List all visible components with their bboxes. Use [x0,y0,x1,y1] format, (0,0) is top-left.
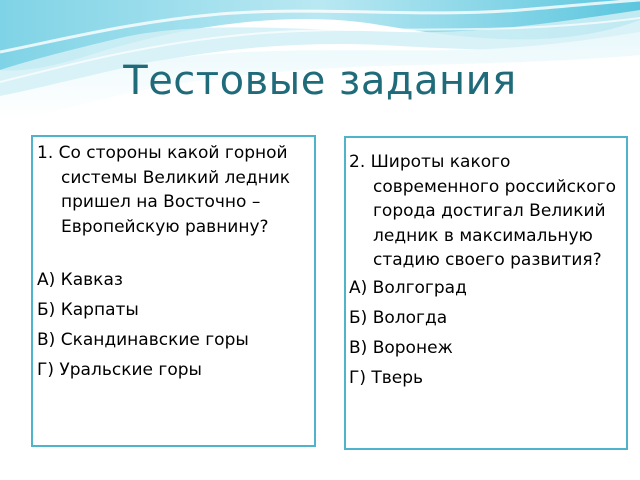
answer-option: Г) Тверь [349,367,424,388]
slide-title: Тестовые задания [123,58,517,104]
question-2-answers [349,273,624,393]
answer-option: Б) Вологда [349,307,448,328]
question-2-text: 2. Широты какого современного российского города достигал Великий ледник в максимальную стадию своего развития? [349,152,616,270]
answer-option: А) Волгоград [349,277,467,298]
answer-option: Б) Карпаты [37,300,139,320]
question-1-answers [37,265,312,385]
answer-option: А) Кавказ [37,270,123,290]
question-card-2 [344,136,628,450]
question-1-text: 1. Со стороны какой горной системы Великий ледник пришел на Восточно – Европейскую равнину? [37,143,291,237]
question-card-1 [31,135,316,447]
answer-option: В) Скандинавские горы [37,330,249,350]
answer-option: Г) Уральские горы [37,360,202,380]
answer-option: В) Воронеж [349,337,453,358]
